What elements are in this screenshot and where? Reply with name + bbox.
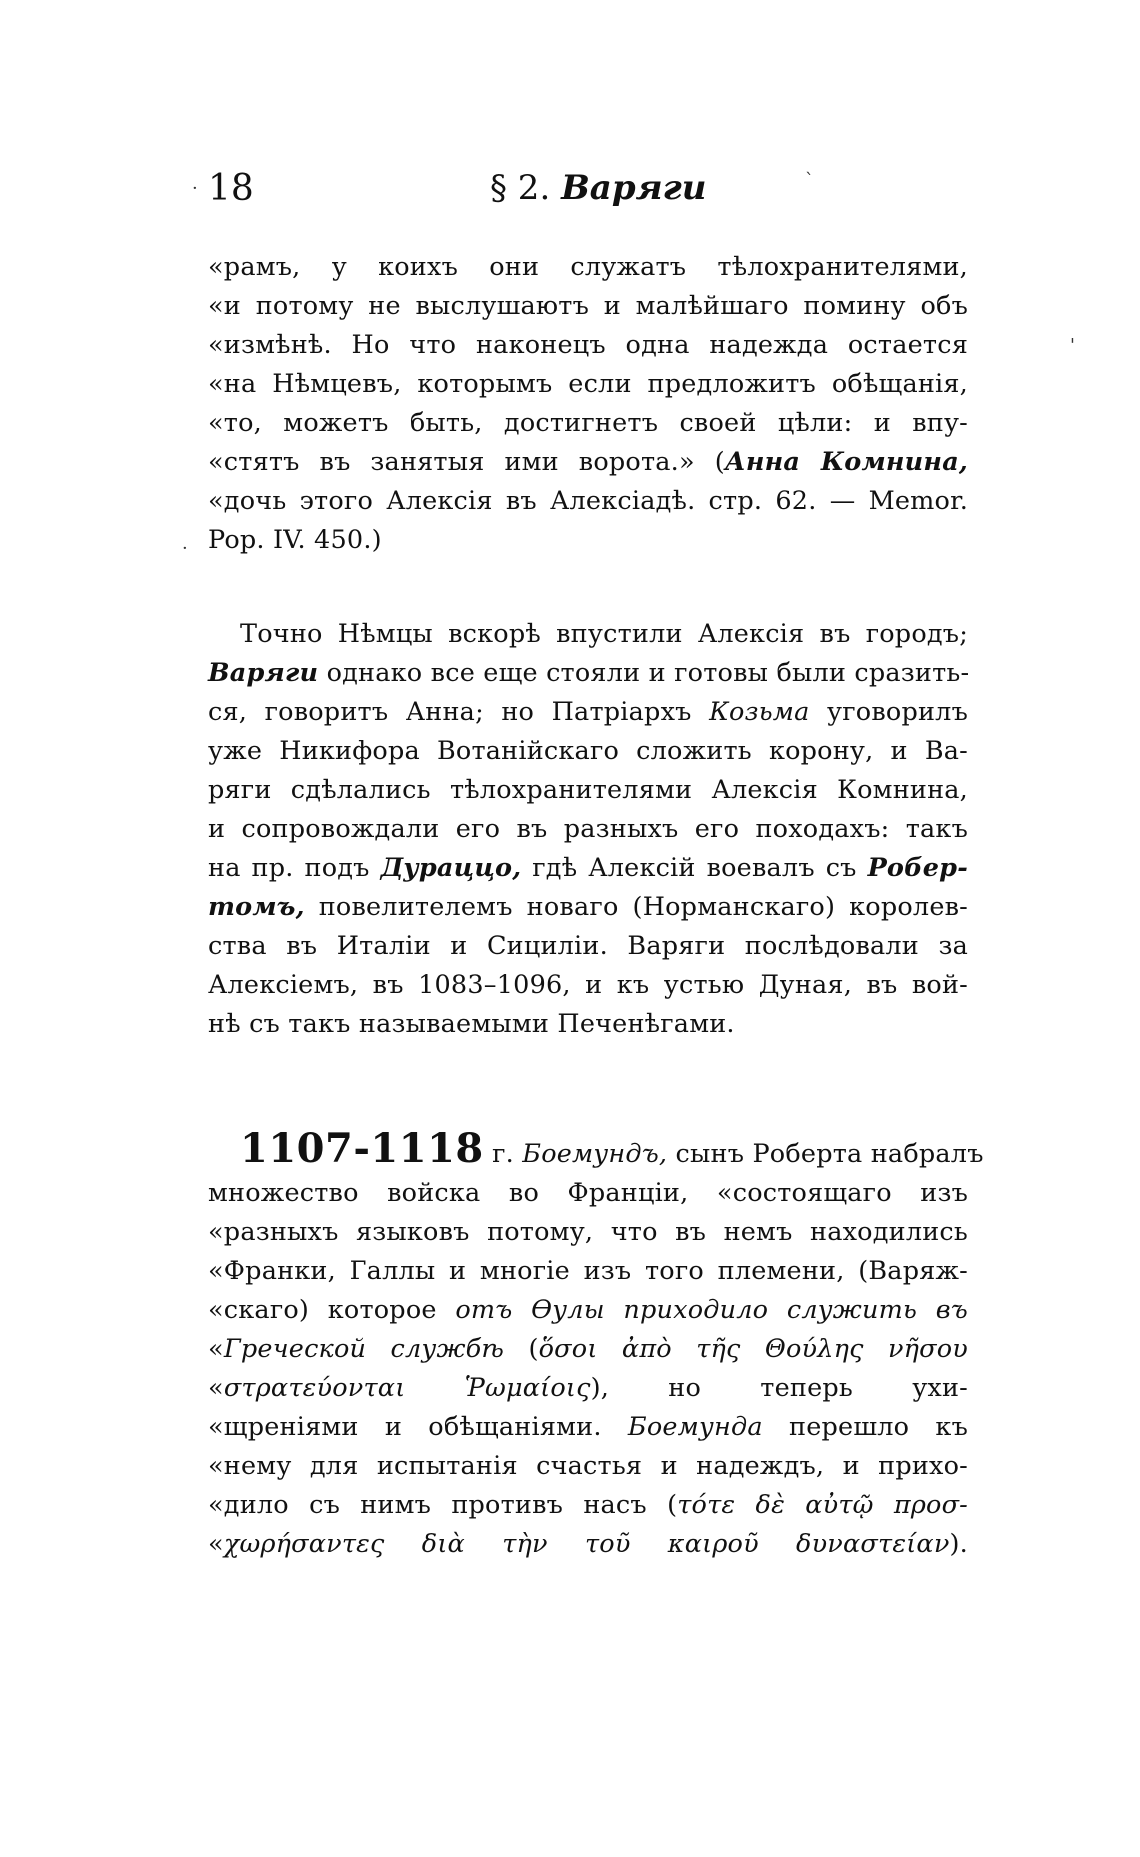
text-line: ства въ Италіи и Сициліи. Варяги послѣдовали за bbox=[208, 931, 968, 961]
text-line bbox=[208, 849, 968, 888]
text-run: гдѣ Алексій воевалъ съ bbox=[521, 853, 868, 883]
text-line: «на Нѣмцевъ, которымъ если предложитъ обѣщанія, bbox=[208, 369, 968, 399]
text-line: и сопровождали его въ разныхъ его походахъ: такъ bbox=[208, 814, 968, 844]
text-run: ), но теперь ухи- bbox=[590, 1373, 968, 1403]
quote-block-anna-komnina bbox=[208, 248, 968, 560]
text-run: повелителемъ новаго (Норманскаго) королев- bbox=[304, 892, 968, 922]
text-line: нѣ съ такъ называемыми Печенѣгами. bbox=[208, 1009, 735, 1039]
text-line bbox=[208, 1369, 968, 1408]
running-head bbox=[490, 168, 707, 208]
text-run: сынъ Роберта набралъ bbox=[667, 1139, 984, 1169]
scan-speck: · bbox=[192, 178, 198, 199]
text-line bbox=[208, 1525, 968, 1564]
text-run: однако все еще стояли и готовы были сразить- bbox=[318, 658, 970, 688]
scan-speck: ' bbox=[1070, 335, 1075, 356]
text-line: «разныхъ языковъ потому, что въ немъ находились bbox=[208, 1217, 968, 1247]
text-line: множество войска во Франціи, «состоящаго изъ bbox=[208, 1178, 968, 1208]
text-line: «измѣнѣ. Но что наконецъ одна надежда остается bbox=[208, 330, 968, 360]
text-run: на пр. подъ bbox=[208, 853, 381, 883]
citation-author: Анна Комнина, bbox=[724, 447, 969, 477]
text-line bbox=[208, 693, 968, 732]
greek-quote: τότε δὲ αὐτῷ προσ- bbox=[677, 1490, 968, 1520]
paragraph-bohemond bbox=[208, 1124, 984, 1564]
greek-quote: στρατεύονται Ῥωμαίοις bbox=[223, 1373, 591, 1403]
scan-speck: ˋ bbox=[805, 170, 814, 191]
text-line bbox=[208, 1124, 984, 1174]
text-line bbox=[208, 443, 968, 482]
text-run: « bbox=[208, 1529, 224, 1559]
emphasis-term: Робер- bbox=[867, 853, 968, 883]
text-line bbox=[208, 888, 968, 927]
emphasis-term: Греческой службѣ bbox=[223, 1334, 505, 1364]
text-run: г. bbox=[483, 1139, 523, 1169]
emphasis-term: отъ Өулы приходило служить въ bbox=[455, 1295, 968, 1325]
emphasis-term: Боемундъ, bbox=[522, 1139, 668, 1169]
text-line: «Франки, Галлы и многіе изъ того племени, (Варяж- bbox=[208, 1256, 968, 1286]
text-line: Pop. IV. 450.) bbox=[208, 525, 382, 555]
text-line bbox=[208, 1486, 968, 1525]
emphasis-term: томъ, bbox=[208, 892, 305, 922]
text-run: «щреніями и обѣщаніями. bbox=[208, 1412, 602, 1442]
text-run: перешло къ bbox=[762, 1412, 968, 1442]
text-run: « bbox=[208, 1334, 224, 1364]
text-line bbox=[208, 1291, 968, 1330]
emphasis-term: Варяги bbox=[208, 658, 319, 688]
text-line: «нему для испытанія счастья и надеждъ, и прихо- bbox=[208, 1451, 968, 1481]
text-line bbox=[208, 1408, 968, 1447]
emphasis-term: Боемунда bbox=[627, 1412, 763, 1442]
text-line bbox=[208, 654, 968, 693]
text-run: ). bbox=[949, 1529, 968, 1559]
paragraph-varangians-guard bbox=[208, 615, 968, 1044]
scan-speck: · bbox=[182, 538, 188, 559]
text-run: ся, говоритъ Анна; но Патріархъ bbox=[208, 697, 710, 727]
date-heading: 1107-1118 bbox=[240, 1125, 484, 1172]
page-header bbox=[208, 168, 968, 218]
section-sign: § 2. bbox=[490, 168, 551, 208]
text-run: «скаго) которое bbox=[208, 1295, 456, 1325]
text-line: «рамъ, у коихъ они служатъ тѣлохранителями, bbox=[208, 252, 968, 282]
text-line: Точно Нѣмцы вскорѣ впустили Алексія въ городъ; bbox=[240, 619, 968, 649]
emphasis-term: Дураццо, bbox=[380, 853, 522, 883]
text-line: «то, можетъ быть, достигнетъ своей цѣли: и впу- bbox=[208, 408, 968, 438]
page-number: 18 bbox=[208, 168, 254, 209]
text-run: «стятъ въ занятыя ими ворота.» ( bbox=[208, 447, 725, 477]
text-line: «дочь этого Алексія въ Алексіадѣ. стр. 62. — Memor. bbox=[208, 486, 968, 516]
text-run: уговорилъ bbox=[809, 697, 969, 727]
text-line: «и потому не выслушаютъ и малѣйшаго помину объ bbox=[208, 291, 968, 321]
text-line: ряги сдѣлались тѣлохранителями Алексія Комнина, bbox=[208, 775, 968, 805]
text-line: Алексіемъ, въ 1083–1096, и къ устью Дуная, въ вой- bbox=[208, 970, 968, 1000]
emphasis-term: Козьма bbox=[709, 697, 810, 727]
text-run: « bbox=[208, 1373, 224, 1403]
section-title: Варяги bbox=[561, 168, 707, 208]
text-line bbox=[208, 1330, 968, 1369]
text-line: уже Никифора Вотанійскаго сложить корону, и Ва- bbox=[208, 736, 968, 766]
text-run: ( bbox=[504, 1334, 539, 1364]
greek-quote: ὅσοι ἀπὸ τῆς Θούλης νῆσου bbox=[538, 1334, 968, 1364]
greek-quote: χωρήσαντες διὰ τὴν τοῦ καιροῦ δυναστείαν bbox=[223, 1529, 950, 1559]
text-run: «дило съ нимъ противъ насъ ( bbox=[208, 1490, 678, 1520]
